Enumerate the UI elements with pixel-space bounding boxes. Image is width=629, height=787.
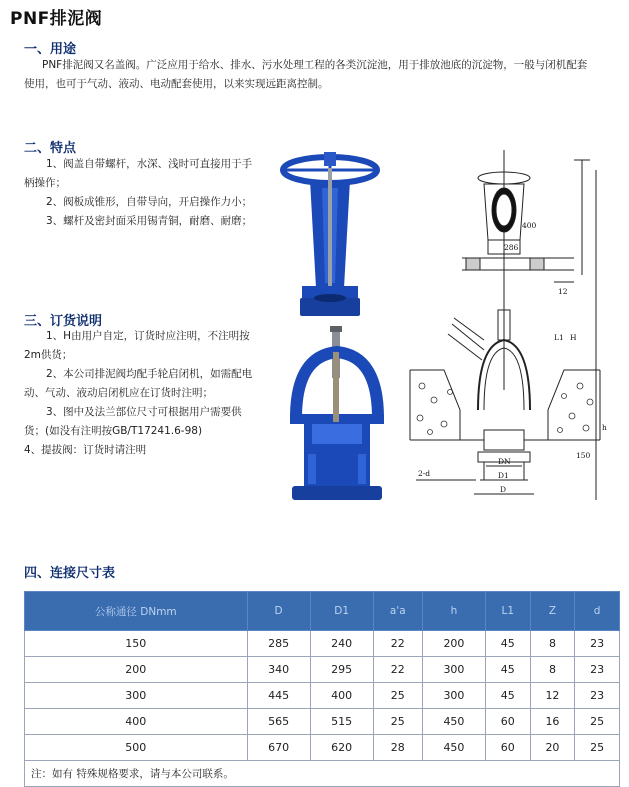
dimension-table (24, 591, 620, 787)
dim-label-L1: L1 (554, 333, 564, 342)
table-cell: 28 (373, 735, 422, 761)
table-cell: 12 (530, 683, 575, 709)
table-cell: 515 (310, 709, 373, 735)
table-cell: 300 (422, 657, 485, 683)
table-cell: 45 (485, 657, 530, 683)
dim-label-400: 400 (522, 221, 537, 230)
table-row (25, 657, 620, 683)
col-header: Z (530, 592, 575, 631)
dim-label-H: H (570, 333, 577, 342)
table-row (25, 631, 620, 657)
section-order-heading: 三、订货说明 (24, 314, 103, 329)
table-cell: 45 (485, 631, 530, 657)
dim-label-12: 12 (558, 287, 568, 296)
order-line: 货；(如没有注明按GB/T17241.6-98) (24, 425, 203, 437)
table-cell: 400 (25, 709, 248, 735)
section-dimensions-heading: 四、连接尺寸表 (24, 566, 116, 581)
table-note-row (25, 761, 620, 787)
table-cell: 300 (25, 683, 248, 709)
feature-line: 柄操作； (24, 177, 66, 189)
col-header: a'a (373, 592, 422, 631)
feature-line: 3、螺杆及密封面采用锡青铜，耐磨、耐磨； (46, 215, 253, 227)
table-cell: 23 (575, 631, 620, 657)
page-title: PNF排泥阀 (10, 9, 103, 29)
section-usage-heading: 一、用途 (24, 42, 77, 57)
col-header: 公称通径 DNmm (25, 592, 248, 631)
table-cell: 500 (25, 735, 248, 761)
table-cell: 60 (485, 735, 530, 761)
order-line: 2、本公司排泥阀均配手轮启闭机，如需配电 (46, 368, 253, 380)
table-cell: 60 (485, 709, 530, 735)
table-cell: 23 (575, 683, 620, 709)
feature-line: 1、阀盖自带螺杆，水深、浅时可直接用于手 (46, 158, 253, 170)
order-line: 2m供货； (24, 349, 73, 361)
order-line: 4、提拔阀：订货时请注明 (24, 444, 147, 456)
table-row (25, 735, 620, 761)
table-cell: 200 (422, 631, 485, 657)
col-header: L1 (485, 592, 530, 631)
table-cell: 340 (247, 657, 310, 683)
table-cell: 670 (247, 735, 310, 761)
order-line: 3、图中及法兰部位尺寸可根据用户需要供 (46, 406, 242, 418)
table-cell: 240 (310, 631, 373, 657)
table-cell: 23 (575, 657, 620, 683)
dim-label-2d: 2-d (418, 469, 431, 478)
order-line: 1、H由用户自定，订货时应注明，不注明按 (46, 330, 250, 342)
table-cell: 22 (373, 657, 422, 683)
dim-label-D1: D1 (498, 471, 509, 480)
usage-line: 使用，也可于气动、液动、电动配套使用，以来实现远距离控制。 (24, 78, 329, 90)
usage-line: PNF排泥阀又名盖阀。广泛应用于给水、排水、污水处理工程的各类沉淀池，用于排放池底的沉淀物，一般与闭机配套 (42, 59, 588, 71)
table-cell: 295 (310, 657, 373, 683)
dim-label-DN: DN (498, 457, 511, 466)
table-cell: 25 (373, 683, 422, 709)
table-cell: 25 (575, 709, 620, 735)
dim-label-h: h (602, 423, 607, 432)
dim-label-286: 286 (504, 243, 519, 252)
table-cell: 45 (485, 683, 530, 709)
table-cell: 565 (247, 709, 310, 735)
table-cell: 450 (422, 735, 485, 761)
table-note: 注：如有 特殊规格要求，请与本公司联系。 (25, 761, 620, 787)
col-header: d (575, 592, 620, 631)
technical-drawing (404, 140, 626, 510)
table-cell: 400 (310, 683, 373, 709)
table-cell: 16 (530, 709, 575, 735)
section-usage-text (24, 56, 587, 94)
valve-photo-upper (270, 148, 390, 320)
table-cell: 22 (373, 631, 422, 657)
valve-photo-lower (282, 326, 392, 506)
table-cell: 445 (247, 683, 310, 709)
table-cell: 150 (25, 631, 248, 657)
table-cell: 20 (530, 735, 575, 761)
table-row (25, 683, 620, 709)
order-line: 动、气动、液动启闭机应在订货时注明； (24, 387, 213, 399)
dim-label-150: 150 (576, 451, 591, 460)
table-cell: 620 (310, 735, 373, 761)
col-header: D1 (310, 592, 373, 631)
dim-label-D: D (500, 485, 507, 494)
table-cell: 8 (530, 657, 575, 683)
table-cell: 300 (422, 683, 485, 709)
table-cell: 450 (422, 709, 485, 735)
table-header-row (25, 592, 620, 631)
table-cell: 25 (373, 709, 422, 735)
table-cell: 285 (247, 631, 310, 657)
table-cell: 200 (25, 657, 248, 683)
feature-line: 2、阀板成锥形，自带导向，开启操作力小； (46, 196, 253, 208)
table-row (25, 709, 620, 735)
section-order-text (24, 327, 252, 460)
table-cell: 25 (575, 735, 620, 761)
section-features-heading: 二、特点 (24, 141, 77, 156)
col-header: h (422, 592, 485, 631)
section-features-text (24, 155, 253, 231)
table-cell: 8 (530, 631, 575, 657)
col-header: D (247, 592, 310, 631)
